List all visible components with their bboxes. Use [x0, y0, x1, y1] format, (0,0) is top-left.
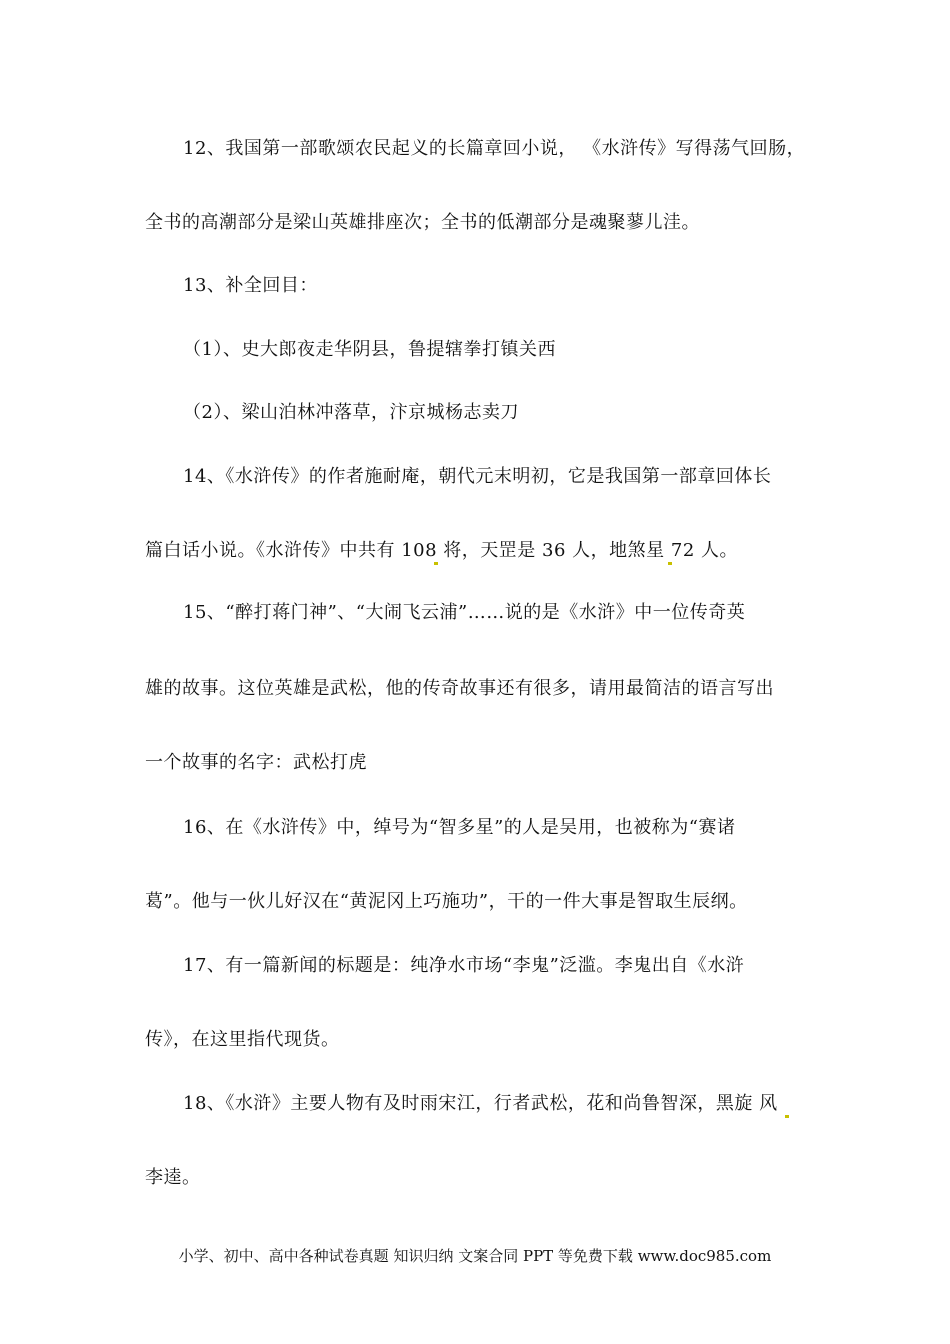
question-13-item-2: （2）、梁山泊林冲落草，汴京城杨志卖刀	[183, 402, 519, 423]
question-14-line-1: 14、《水浒传》的作者施耐庵，朝代元末明初，它是我国第一部章回体长	[183, 466, 772, 487]
edit-mark	[785, 1115, 789, 1118]
question-16-line-2: 葛”。他与一伙儿好汉在“黄泥冈上巧施功”，干的一件大事是智取生辰纲。	[145, 891, 748, 912]
edit-mark	[434, 562, 438, 565]
question-17-line-1: 17、有一篇新闻的标题是：纯净水市场“李鬼”泛滥。李鬼出自《水浒	[183, 955, 745, 976]
question-15-line-1: 15、“醉打蒋门神”、“大闹飞云浦”……说的是《水浒》中一位传奇英	[183, 602, 746, 623]
question-12-line-2: 全书的高潮部分是梁山英雄排座次；全书的低潮部分是魂聚蓼儿洼。	[145, 212, 700, 233]
question-18-line-2: 李逵。	[145, 1167, 201, 1188]
question-14-line-2: 篇白话小说。《水浒传》中共有 108 将，天罡是 36 人，地煞星 72 人。	[145, 540, 738, 561]
question-15-line-3: 一个故事的名字：武松打虎	[145, 752, 367, 773]
question-13-item-1: （1）、史大郎夜走华阴县，鲁提辖拳打镇关西	[183, 339, 556, 360]
question-12-line-1: 12、我国第一部歌颂农民起义的长篇章回小说， 《水浒传》写得荡气回肠，	[183, 138, 806, 159]
page-footer: 小学、初中、高中各种试卷真题 知识归纳 文案合同 PPT 等免费下载 www.doc985.com	[178, 1247, 772, 1265]
question-16-line-1: 16、在《水浒传》中，绰号为“智多星”的人是吴用，也被称为“赛诸	[183, 817, 736, 838]
question-15-line-2: 雄的故事。这位英雄是武松，他的传奇故事还有很多，请用最简洁的语言写出	[145, 678, 774, 699]
question-13: 13、补全回目：	[183, 275, 318, 296]
edit-mark	[668, 562, 672, 565]
question-18-line-1: 18、《水浒》主要人物有及时雨宋江，行者武松，花和尚鲁智深，黑旋 风	[183, 1093, 778, 1114]
question-17-line-2: 传》，在这里指代现货。	[145, 1029, 340, 1050]
